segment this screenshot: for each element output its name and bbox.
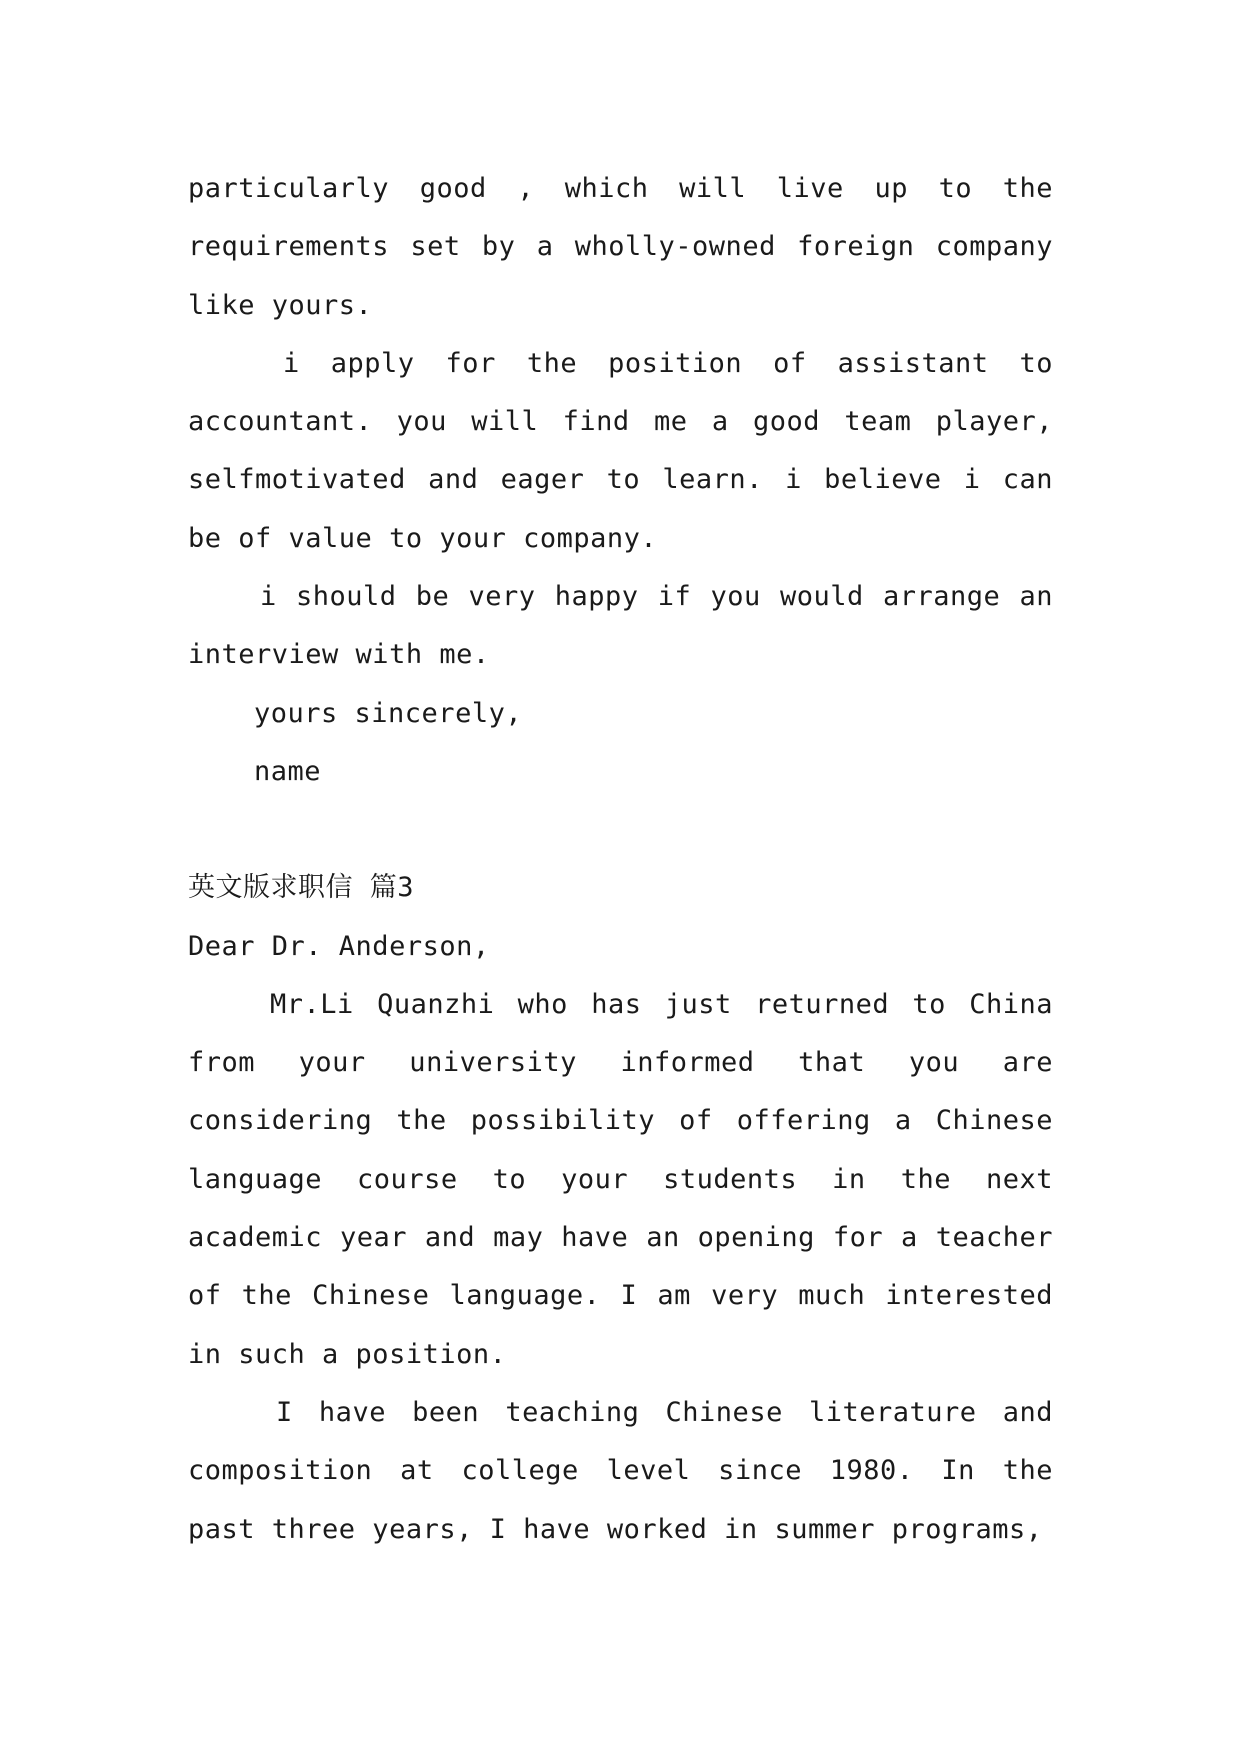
paragraph-continuation: particularly good , which will live up to the requirements set by a wholly-owned foreign company like yours.: [188, 173, 1053, 321]
letter-body: [188, 160, 1053, 1559]
paragraph-application: i apply for the position of assistant to accountant. you will find me a good team player, selfmotivated and eager to learn. i believe i can be of value to your company.: [188, 347, 1053, 554]
salutation: Dear Dr. Anderson,: [188, 930, 490, 962]
paragraph-introduction: Mr.Li Quanzhi who has just returned to China from your university informed that you are considering the possibility of offering a Chinese language course to your students in the next academic year and may have an opening for a teacher of the Chinese language. I am very much interested in such a position.: [188, 988, 1053, 1370]
section-spacer: [188, 801, 1053, 859]
paragraph-experience: I have been teaching Chinese literature and composition at college level since 1980. In the past three years, I have worked in summer programs,: [188, 1396, 1053, 1545]
closing-line: yours sincerely,: [254, 697, 523, 729]
signature-name: name: [254, 755, 322, 787]
section-heading: 英文版求职信 篇3: [188, 872, 415, 904]
paragraph-interview-request: i should be very happy if you would arrange an interview with me.: [188, 581, 1053, 671]
